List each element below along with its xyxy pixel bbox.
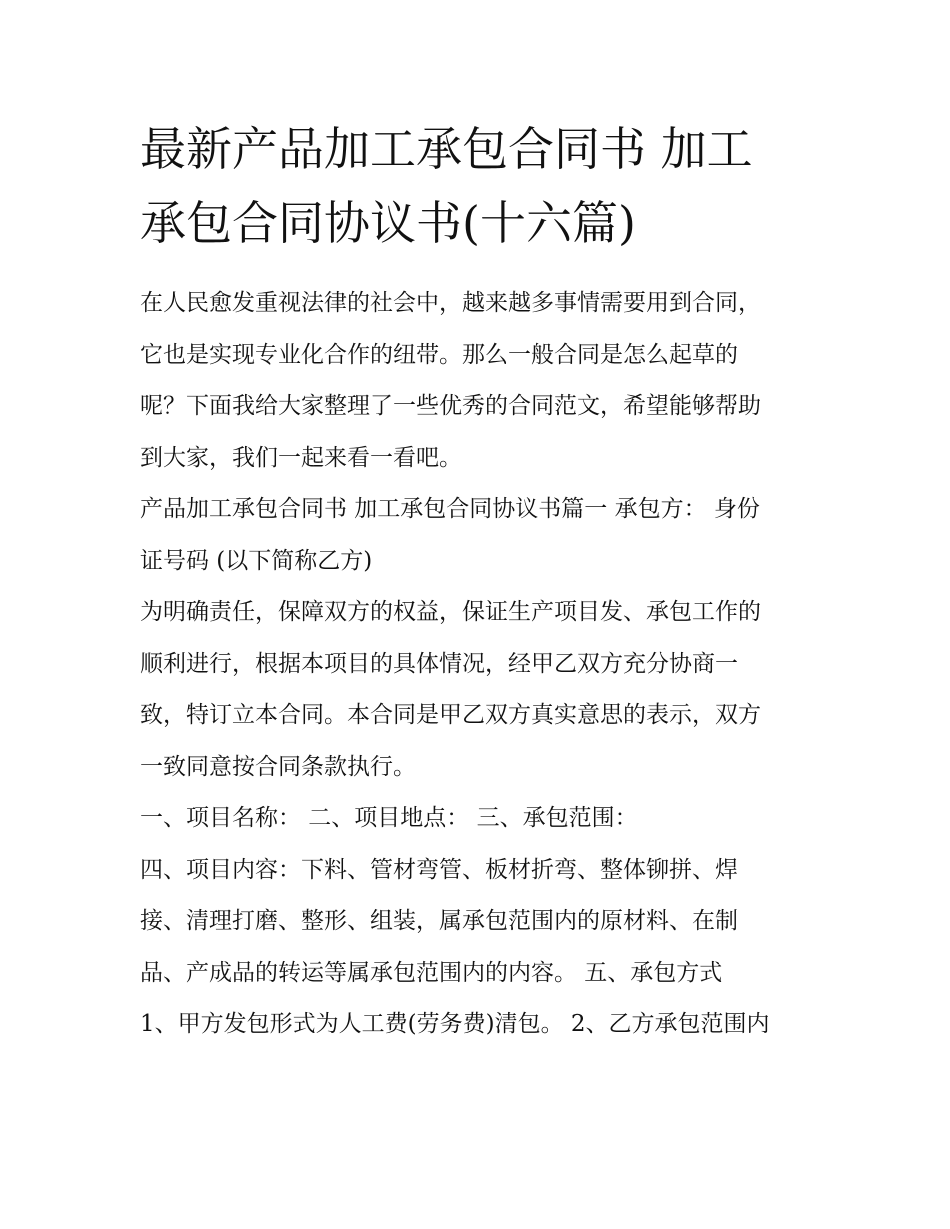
text-line: 它也是实现专业化合作的纽带。那么一般合同是怎么起草的 <box>140 341 738 368</box>
text-line: 证号码 (以下简称乙方) <box>140 547 373 574</box>
preamble-paragraph <box>140 587 814 793</box>
text-line: 为明确责任，保障双方的权益，保证生产项目发、承包工作的 <box>140 599 761 625</box>
contract-header-paragraph <box>140 484 814 587</box>
text-line: 顺利进行，根据本项目的具体情况，经甲乙双方充分协商一 <box>140 650 738 677</box>
text-line: 致，特订立本合同。本合同是甲乙双方真实意思的表示，双方 <box>140 702 761 728</box>
text-line: 1、甲方发包形式为人工费(劳务费)清包。 2、乙方承包范围内 <box>140 1011 770 1037</box>
contract-method-paragraph <box>140 999 814 1051</box>
text-line: 一、项目名称： 二、项目地点： 三、承包范围： <box>140 805 638 831</box>
project-content-paragraph <box>140 845 814 1000</box>
document-title <box>140 112 820 260</box>
document-body <box>140 278 814 1051</box>
text-line: 产品加工承包合同书 加工承包合同协议书篇一 承包方： 身份 <box>140 496 760 522</box>
text-line: 接、清理打磨、整形、组装，属承包范围内的原材料、在制 <box>140 908 738 934</box>
text-line: 一致同意按合同条款执行。 <box>140 753 416 780</box>
text-line: 四、项目内容：下料、管材弯管、板材折弯、整体铆拼、焊 <box>140 856 738 883</box>
title-line: 最新产品加工承包合同书 加工 <box>140 122 753 176</box>
text-line: 到大家，我们一起来看一看吧。 <box>140 444 462 471</box>
title-line: 承包合同协议书(十六篇) <box>140 196 636 250</box>
text-line: 呢？下面我给大家整理了一些优秀的合同范文，希望能够帮助 <box>140 393 761 419</box>
clauses-paragraph <box>140 793 814 845</box>
text-line: 品、产成品的转运等属承包范围内的内容。 五、承包方式 <box>140 959 723 986</box>
text-line: 在人民愈发重视法律的社会中，越来越多事情需要用到合同， <box>140 290 761 316</box>
intro-paragraph <box>140 278 814 484</box>
